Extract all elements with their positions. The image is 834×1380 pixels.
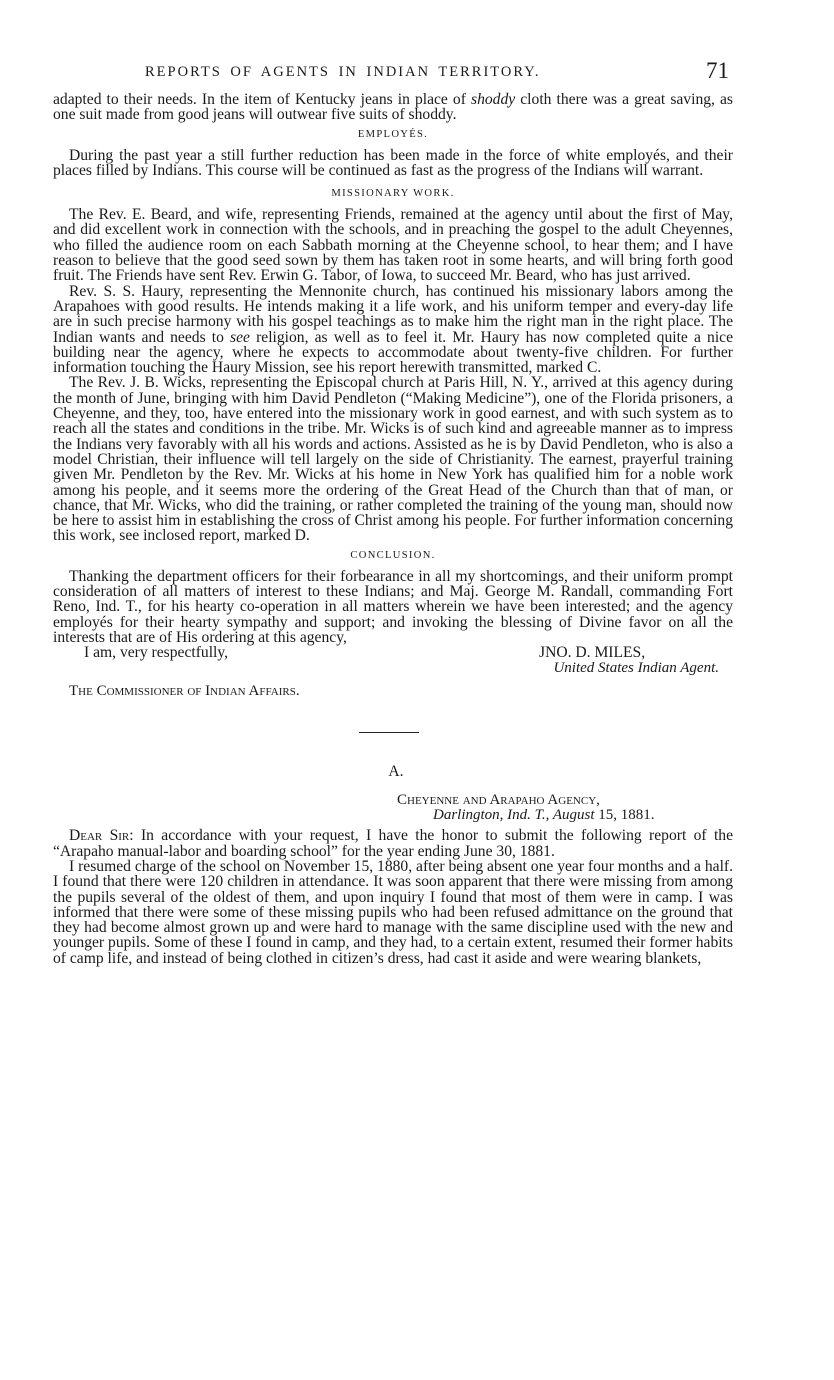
agent-title: United States Indian Agent.	[553, 660, 719, 677]
closing-phrase: I am, very respectfully,	[84, 644, 229, 662]
section-heading-conclusion: CONCLUSION.	[350, 549, 436, 561]
missionary-paragraph-3: The Rev. J. B. Wicks, representing the Episcopal church at Paris Hill, N. Y., arrived at this agency during the month of June, bringing with him David Pendleton (“Making Medicine”), one of the Florida prisoners, a Cheyenne, and they, too, have entered into the missionary work in good earnest, and with such system as to reach all the states and conditions in the tribe. Mr. Wicks is of such kind and agreeable manner as to impress the Indians very favorably with all his words and actions. Assisted as he is by David Pendleton, who is also a model Christian, their influence will tell largely on the side of Christianity. The earnest, prayerful training given Mr. Pendleton by the Rev. Mr. Wicks at his home in New York has qualified him for a noble work among his people, and it seems more the ordering of the Great Head of the Church than that of man, or chance, that Mr. Wicks, who did the training, or rather completed the training of the young man, should now be here to assist him in establishing the cross of Christ among his people. For further information concerning this work, see inclosed report, marked D.	[53, 374, 733, 545]
letter-date: Darlington, Ind. T., August 15, 1881.	[433, 807, 655, 824]
section-divider	[359, 732, 419, 733]
salutation: Dear Sir	[69, 827, 130, 845]
intro-paragraph: adapted to their needs. In the item of Kentucky jeans in place of shoddy cloth there was a great saving, as one suit made from good jeans will outwear five suits of shoddy.	[53, 91, 733, 124]
document-page	[53, 58, 733, 966]
letter-paragraph-2: I resumed charge of the school on November 15, 1880, after being absent one year four months and a half. I found that there were 120 children in attendance. It was soon apparent that there were missing from among the pupils several of the oldest of them, and upon inquiry I found that most of them were in camp. I was informed that there were some of these missing pupils who had been refused admittance on the ground that they had become almost grown up and were hard to manage with the same discipline used with the new and younger pupils. Some of these I found in camp, and they had, to a certain extent, resumed their former habits of camp life, and instead of being clothed in citizen’s dress, had cast it aside and were wearing blankets,	[53, 857, 733, 967]
italic-word: see	[230, 328, 250, 346]
running-head	[53, 58, 733, 92]
conclusion-paragraph: Thanking the department officers for their forbearance in all my shortcomings, and their uniform prompt consideration of all matters of interest to these Indians; and Maj. George M. Randall, commanding Fort Reno, Ind. T., for his hearty co-operation in all matters wherein we have been interested; and the agency employés for their hearty sympathy and support; and invoking the blessing of Divine favor on all the interests that are of His ordering at this agency,	[53, 567, 733, 646]
missionary-paragraph-2: Rev. S. S. Haury, representing the Mennonite church, has continued his missionary labors among the Arapahoes with good results. He intends making it a life work, and his uniform temper and every-day life are in such precise harmony with his gospel teachings as to make him the right man in the right place. The Indian wants and needs to see religion, as well as to feel it. Mr. Haury has now completed quite a nice building near the agency, where he expects to accommodate about twenty-five children. For further information touching the Haury Mission, see his report herewith transmitted, marked C.	[53, 282, 734, 377]
closing-line	[53, 645, 733, 661]
section-heading-missionary: MISSIONARY WORK.	[331, 188, 455, 200]
section-heading-employes: EMPLOYÉS.	[357, 128, 429, 140]
missionary-paragraph-1: The Rev. E. Beard, and wife, representing Friends, remained at the agency until about the first of May, and did excellent work in connection with the schools, and in preaching the gospel to the adult Cheyennes, who filled the audience room on each Sabbath morning at the Cheyenne school, to hear them; and I have reason to believe that the good seed sown by them has taken root in some hearts, and will bring forth good fruit. The Friends have sent Rev. Erwin G. Tabor, of Iowa, to succeed Mr. Beard, who has just arrived.	[53, 206, 733, 285]
page-number: 71	[706, 58, 729, 83]
body-text	[53, 92, 733, 966]
letter-heading	[53, 793, 733, 824]
agency-name: Cheyenne and Arapaho Agency,	[397, 791, 600, 808]
running-title: REPORTS OF AGENTS IN INDIAN TERRITORY.	[145, 64, 541, 80]
signature: JNO. D. MILES,	[539, 644, 646, 662]
italic-word: shoddy	[471, 91, 516, 108]
employes-paragraph: During the past year a still further reduction has been made in the force of white employés, and their places filled by Indians. This course will be continued as fast as the progress of the Indians will warrant.	[53, 146, 733, 179]
addressee: The Commissioner of Indian Affairs.	[69, 682, 300, 699]
appendix-label: A.	[388, 762, 404, 780]
letter-paragraph-1: Dear Sir: In accordance with your request, I have the honor to submit the following report of the “Arapaho manual-labor and boarding school” for the year ending June 30, 1881.	[53, 827, 733, 860]
